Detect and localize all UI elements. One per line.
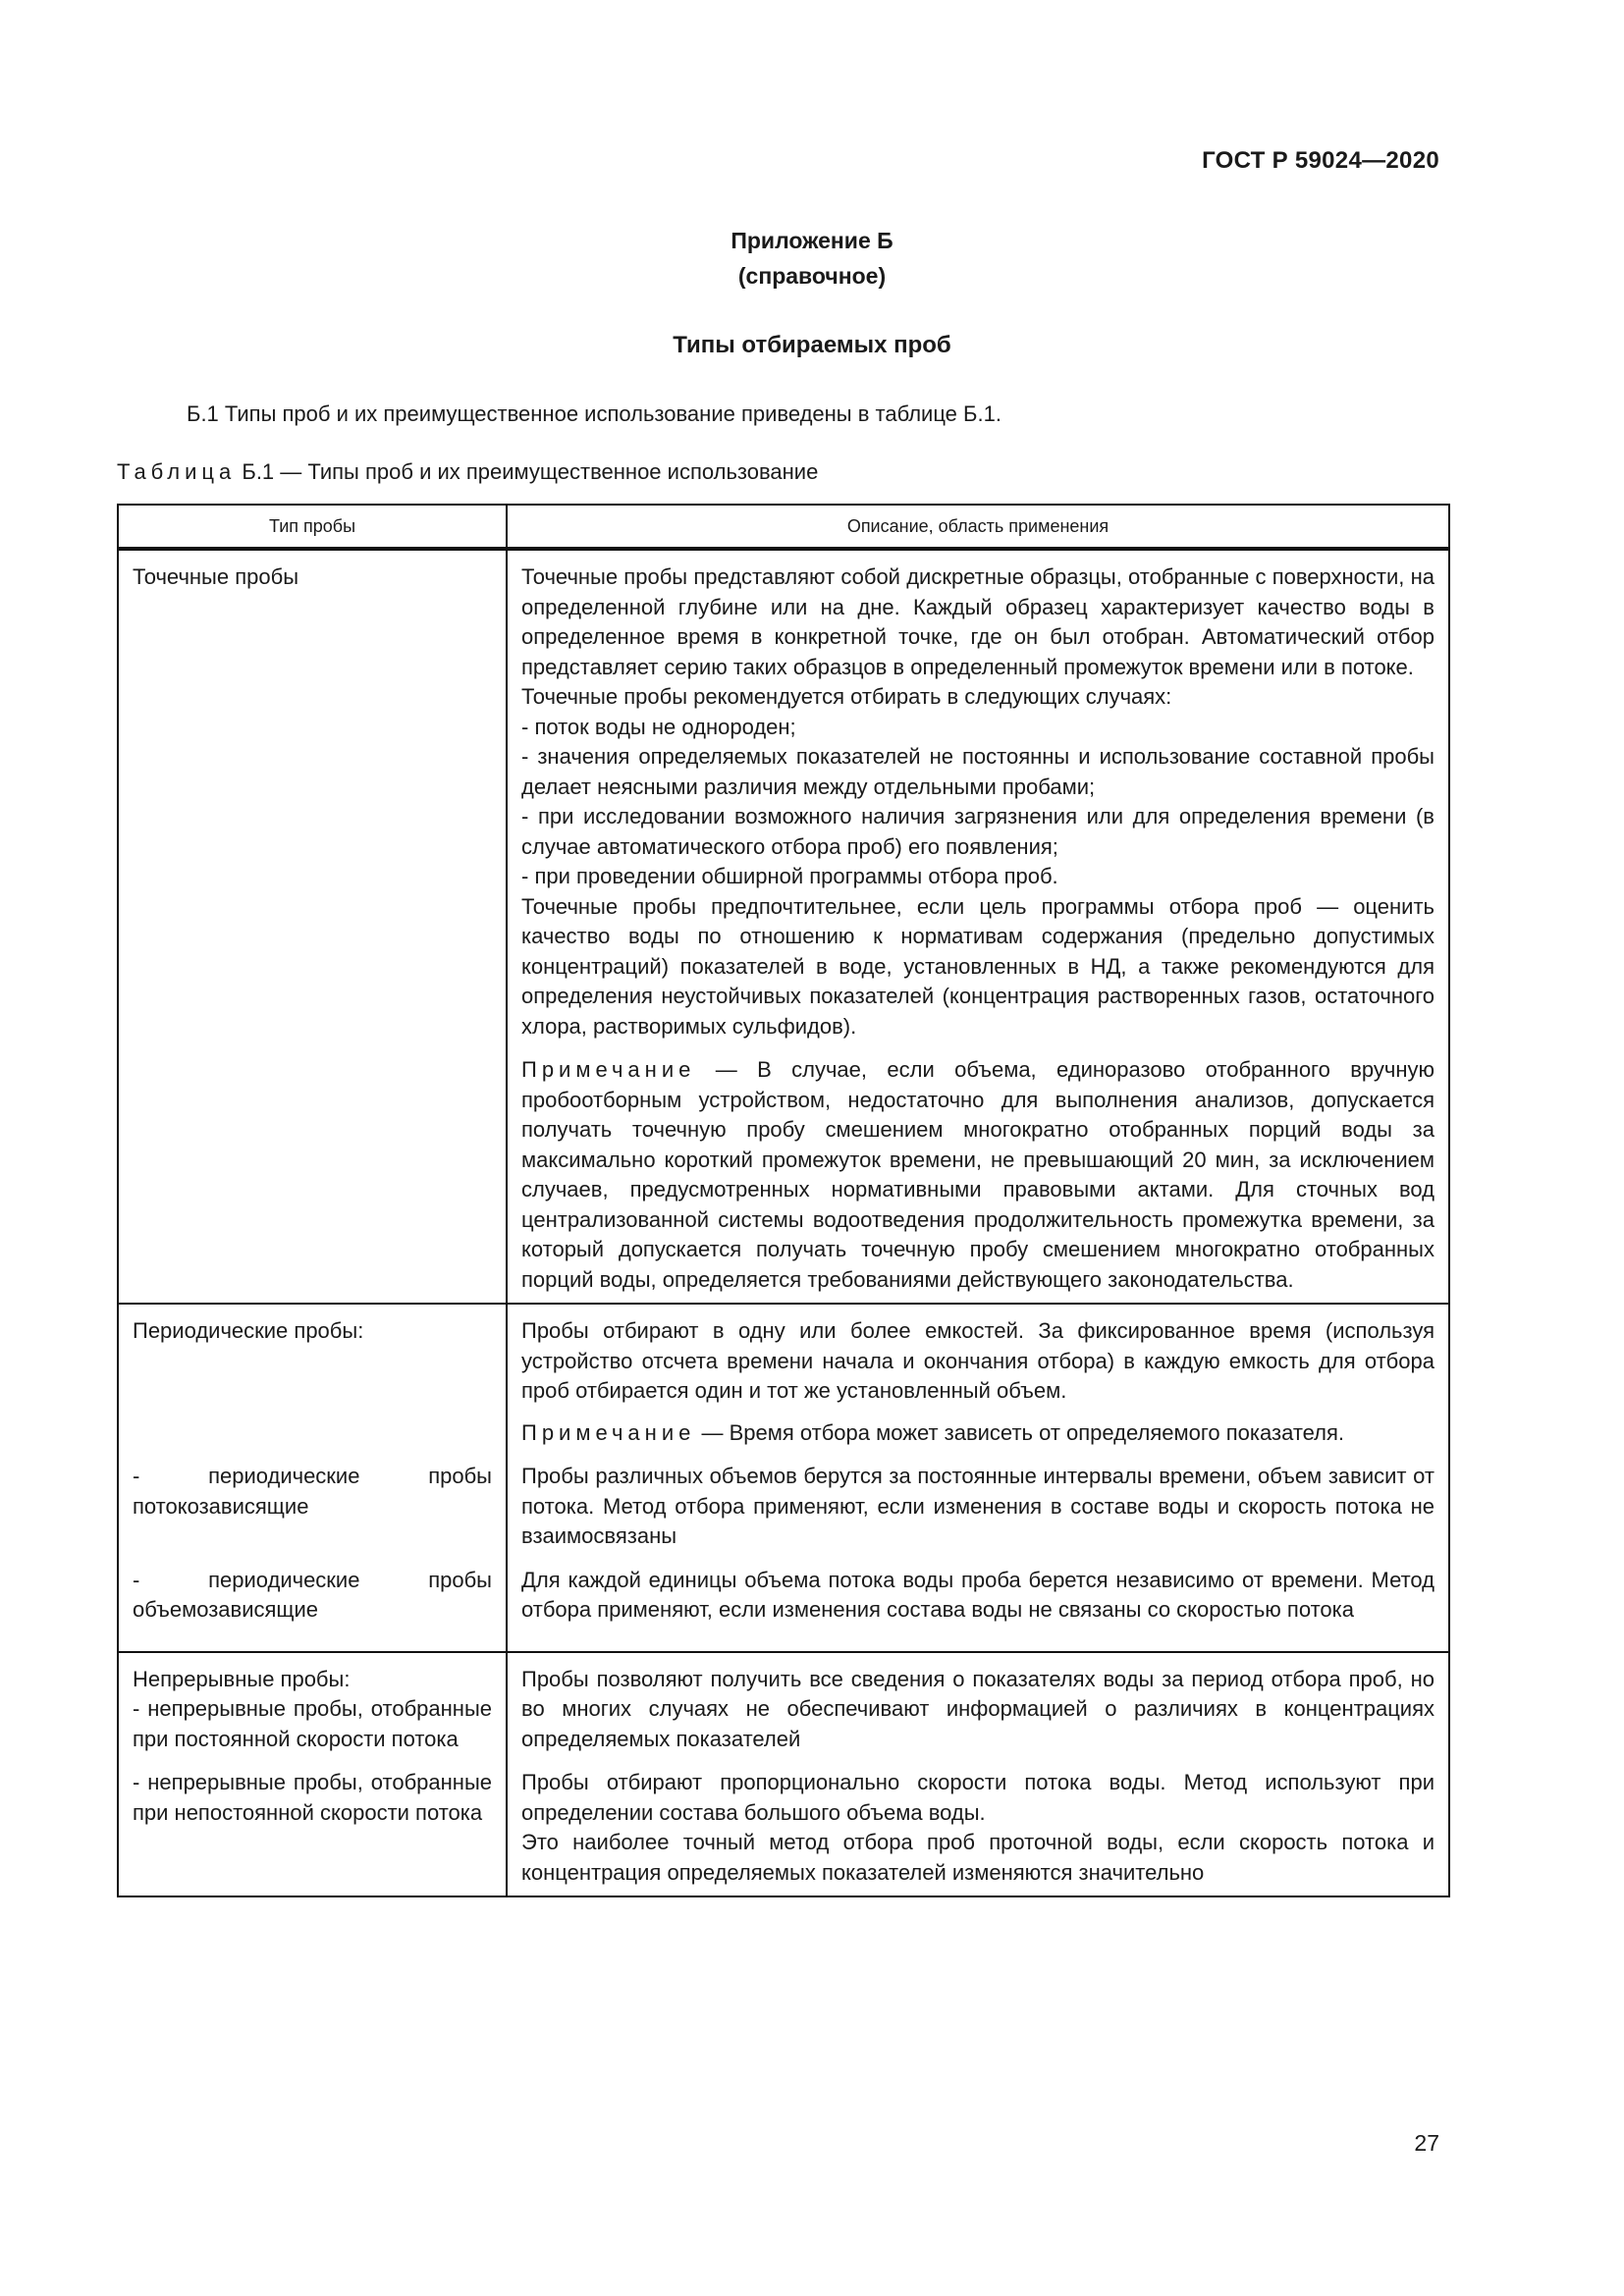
- sample-types-table: [117, 504, 1450, 1897]
- spot-para-3: Точечные пробы предпочтительнее, если цель программы отбора проб — оценить качество воды по отношению к нормативам содержания (предельно допустимых концентраций) показателей в воде, установленных в НД, а также рекомендуются для определения неустойчивых показателей (концентрация растворенных газов, остаточного хлора, растворимых сульфидов).: [521, 893, 1435, 1039]
- page-number: 27: [1414, 2130, 1439, 2156]
- section-title: Типы отбираемых проб: [673, 332, 951, 358]
- continuous-type: Непрерывные пробы:: [133, 1666, 351, 1691]
- continuous-const-desc-cell: [507, 1652, 1449, 1763]
- intro-paragraph: Б.1 Типы проб и их преимущественное использование приведены в таблице Б.1.: [187, 401, 1001, 426]
- periodic-volume-desc-cell: [507, 1560, 1449, 1652]
- spot-note: [521, 1055, 1435, 1295]
- table-caption-text: Б.1 — Типы проб и их преимущественное использование: [236, 459, 819, 484]
- table-row-periodic: [118, 1304, 1449, 1456]
- spot-list-2: - значения определяемых показателей не постоянны и использование составной пробы делает неясными различия между отдельными пробами;: [521, 744, 1435, 799]
- continuous-const-desc: Пробы позволяют получить все сведения о показателях воды за период отбора проб, но во многих случаях не обеспечивают информацией о различиях в концентрациях определяемых показателей: [521, 1666, 1435, 1751]
- table-row-periodic-flow: [118, 1456, 1449, 1560]
- periodic-note: [521, 1418, 1435, 1449]
- continuous-const-type: - непрерывные пробы, отобранные при постоянной скорости потока: [133, 1696, 492, 1751]
- spot-note-text: — В случае, если объема, единоразово отобранного вручную пробоотборным устройством, недостаточно для выполнения анализов, допускается получать точечную пробу смешением многократно отобранных порций воды за максимально короткий промежуток времени, не превышающий 20 мин, за исключением случаев, предусмотренных нормативными правовыми актами. Для сточных вод централизованной системы водоотведения продолжительность промежутка времени, за который допускается получать точечную пробу смешением многократно отобранных порций воды, определяется требованиями действующего законодательства.: [521, 1057, 1435, 1292]
- continuous-var-desc-cell: [507, 1762, 1449, 1896]
- table-row-periodic-volume: [118, 1560, 1449, 1652]
- spot-type: Точечные пробы: [133, 564, 299, 589]
- periodic-flow-type-cell: [118, 1456, 507, 1560]
- table-row-continuous: [118, 1652, 1449, 1763]
- spot-type-cell: [118, 549, 507, 1304]
- periodic-note-text: — Время отбора может зависеть от определяемого показателя.: [695, 1419, 1345, 1445]
- continuous-var-desc-2: Это наиболее точный метод отбора проб проточной воды, если скорость потока и концентрация определяемых показателей изменяются значительно: [521, 1830, 1435, 1885]
- continuous-var-type: - непрерывные пробы, отобранные при непостоянной скорости потока: [133, 1770, 492, 1825]
- header-description: Описание, область применения: [507, 505, 1449, 549]
- header-sample-type: Тип пробы: [118, 505, 507, 549]
- appendix-title: Приложение Б: [731, 228, 893, 253]
- table-caption-label: Таблица: [117, 459, 237, 484]
- continuous-type-cell: [118, 1652, 507, 1763]
- document-code: ГОСТ Р 59024—2020: [1202, 147, 1439, 174]
- table-row-continuous-var: [118, 1762, 1449, 1896]
- continuous-var-type-cell: [118, 1762, 507, 1896]
- periodic-volume-desc: Для каждой единицы объема потока воды проба берется независимо от времени. Метод отбора применяют, если изменения состава воды не связаны со скоростью потока: [521, 1567, 1435, 1622]
- periodic-type: Периодические пробы:: [133, 1318, 364, 1343]
- periodic-volume-type: - периодические пробы объемозависящие: [133, 1567, 492, 1622]
- periodic-flow-desc: Пробы различных объемов берутся за постоянные интервалы времени, объем зависит от потока. Метод отбора применяют, если изменения в составе воды и скорость потока не взаимосвязаны: [521, 1464, 1435, 1548]
- continuous-var-desc-1: Пробы отбирают пропорционально скорости потока воды. Метод используют при определении состава большого объема воды.: [521, 1770, 1435, 1825]
- periodic-desc: Пробы отбирают в одну или более емкостей. За фиксированное время (используя устройство отсчета времени начала и окончания отбора) в каждую емкость для отбора проб отбирается один и тот же установленный объем.: [521, 1318, 1435, 1403]
- table-row-spot: [118, 549, 1449, 1304]
- spot-list-1: - поток воды не однороден;: [521, 714, 796, 739]
- spot-para-1: Точечные пробы представляют собой дискретные образцы, отобранные с поверхности, на определенной глубине или на дне. Каждый образец характеризует качество воды в определенное время в конкретной точке, где он был отобран. Автоматический отбор представляет серию таких образцов в определенный промежуток времени или в потоке.: [521, 564, 1435, 679]
- periodic-desc-cell: [507, 1304, 1449, 1456]
- periodic-type-cell: [118, 1304, 507, 1456]
- periodic-note-label: Примечание: [521, 1419, 696, 1445]
- periodic-volume-type-cell: [118, 1560, 507, 1652]
- appendix-subtitle: (справочное): [737, 263, 887, 289]
- periodic-flow-type: - периодические пробы потокозависящие: [133, 1464, 492, 1519]
- periodic-flow-desc-cell: [507, 1456, 1449, 1560]
- spot-para-2: Точечные пробы рекомендуется отбирать в следующих случаях:: [521, 684, 1172, 709]
- table-header-row: [118, 505, 1449, 549]
- table-caption: [117, 459, 818, 485]
- spot-desc-cell: [507, 549, 1449, 1304]
- spot-note-label: Примечание: [521, 1057, 696, 1082]
- spot-list-4: - при проведении обширной программы отбора проб.: [521, 864, 1058, 888]
- spot-list-3: - при исследовании возможного наличия загрязнения или для определения времени (в случае автоматического отбора проб) его появления;: [521, 804, 1435, 859]
